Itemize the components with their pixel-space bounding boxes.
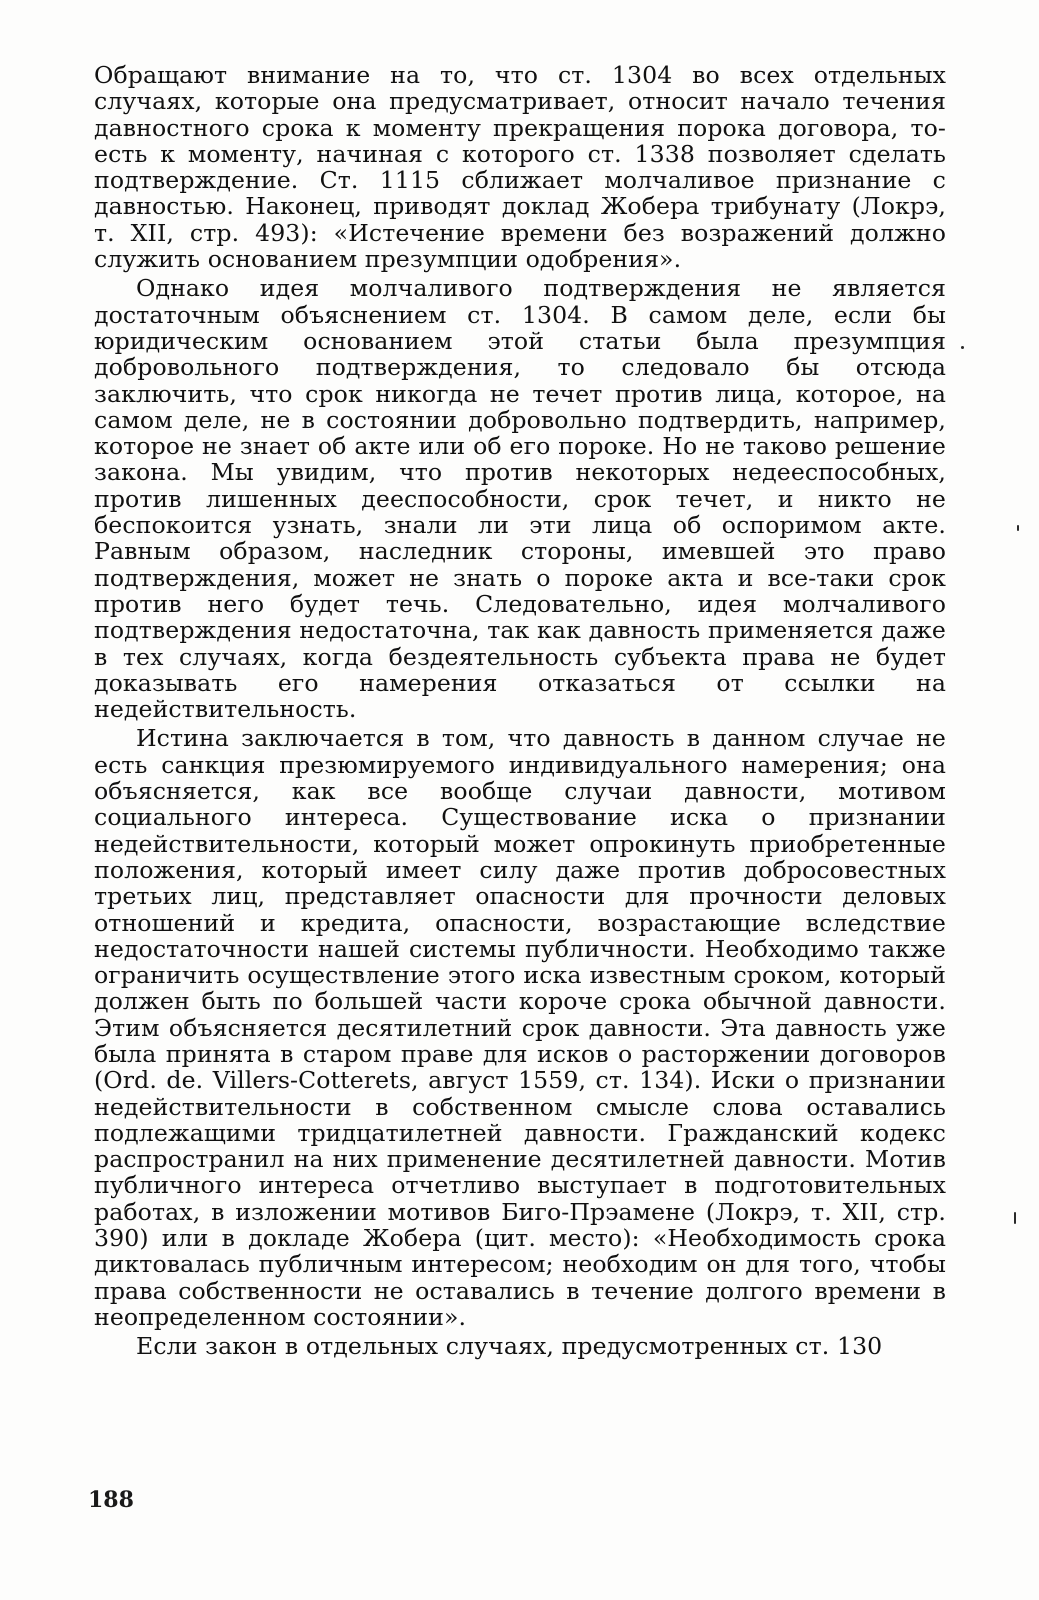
scan-speck bbox=[1017, 525, 1019, 531]
paragraph-2: Однако идея молчаливого подтверждения не является достаточным объяснением ст. 1304. В самом деле, если бы юридическим основанием этой статьи была презумпция добровольного подтверждения, то следовало бы отсюда заключить, что срок никогда не течет против лица, которое, на самом деле, не в состоянии добровольно подтвердить, например, которое не знает об акте или об его пороке. Но не таково решение закона. Мы увидим, что против некоторых недееспособных, против лишенных дееспособности, срок течет, и никто не беспокоится узнать, знали ли эти лица об оспоримом акте. Равным образом, наследник стороны, имевшей это право подтверждения, может не знать о пороке акта и все-таки срок против него будет течь. Следовательно, идея молчаливого подтверждения недостаточна, так как давность применяется даже в тех случаях, когда бездеятельность субъекта права не будет доказывать его намерения отказаться от ссылки на недействительность. bbox=[94, 274, 946, 724]
paragraph-4: Если закон в отдельных случаях, предусмотренных ст. 130 bbox=[136, 1332, 883, 1361]
paragraph-3: Истина заключается в том, что давность в данном случае не есть санкция презюмируемого индивидуального намерения; она объясняется, как все вообще случаи давности, мотивом социального интереса. Существование иска о признании недействительности, который может опрокинуть приобретенные положения, который имеет силу даже против добросовестных третьих лиц, представляет опасности для прочности деловых отношений и кредита, опасности, возрастающие вследствие недостаточности нашей системы публичности. Необходимо также ограничить осуществление этого иска известным сроком, который должен быть по большей части короче срока обычной давности. Этим объясняется десятилетний срок давности. Эта давность уже была принята в старом праве для исков о расторжении договоров (Ord. de. Villers-Cotterets, август 1559, ст. 134). Иски о признании недействительности в собственном смысле слова оставались подлежащими тридцатилетней давности. Гражданский кодекс распространил на них применение десятилетней давности. Мотив публичного интереса отчетливо выступает в подготовительных работах, в изложении мотивов Биго-Прэамене (Локрэ, т. XII, стр. 390) или в докладе Жобера (цит. место): «Необходимость срока диктовалась публичным интересом; необходим он для того, чтобы права собственности не оставались в течение долгого времени в неопределенном состоянии». bbox=[94, 724, 946, 1331]
scan-speck bbox=[961, 346, 964, 349]
paragraph-1: Обращают внимание на то, что ст. 1304 во всех отдельных случаях, которые она предусматривает, относит начало течения давностного срока к моменту прекращения порока договора, то-есть к моменту, начиная с которого ст. 1338 позволяет сделать подтверждение. Ст. 1115 сближает молчаливое признание с давностью. Наконец, приводят доклад Жобера трибунату (Локрэ, т. XII, стр. 493): «Истечение времени без возражений должно служить основанием презумпции одобрения». bbox=[94, 61, 946, 274]
body-text bbox=[94, 62, 946, 1360]
scan-speck bbox=[1014, 1212, 1016, 1224]
page-number: 188 bbox=[88, 1487, 134, 1513]
